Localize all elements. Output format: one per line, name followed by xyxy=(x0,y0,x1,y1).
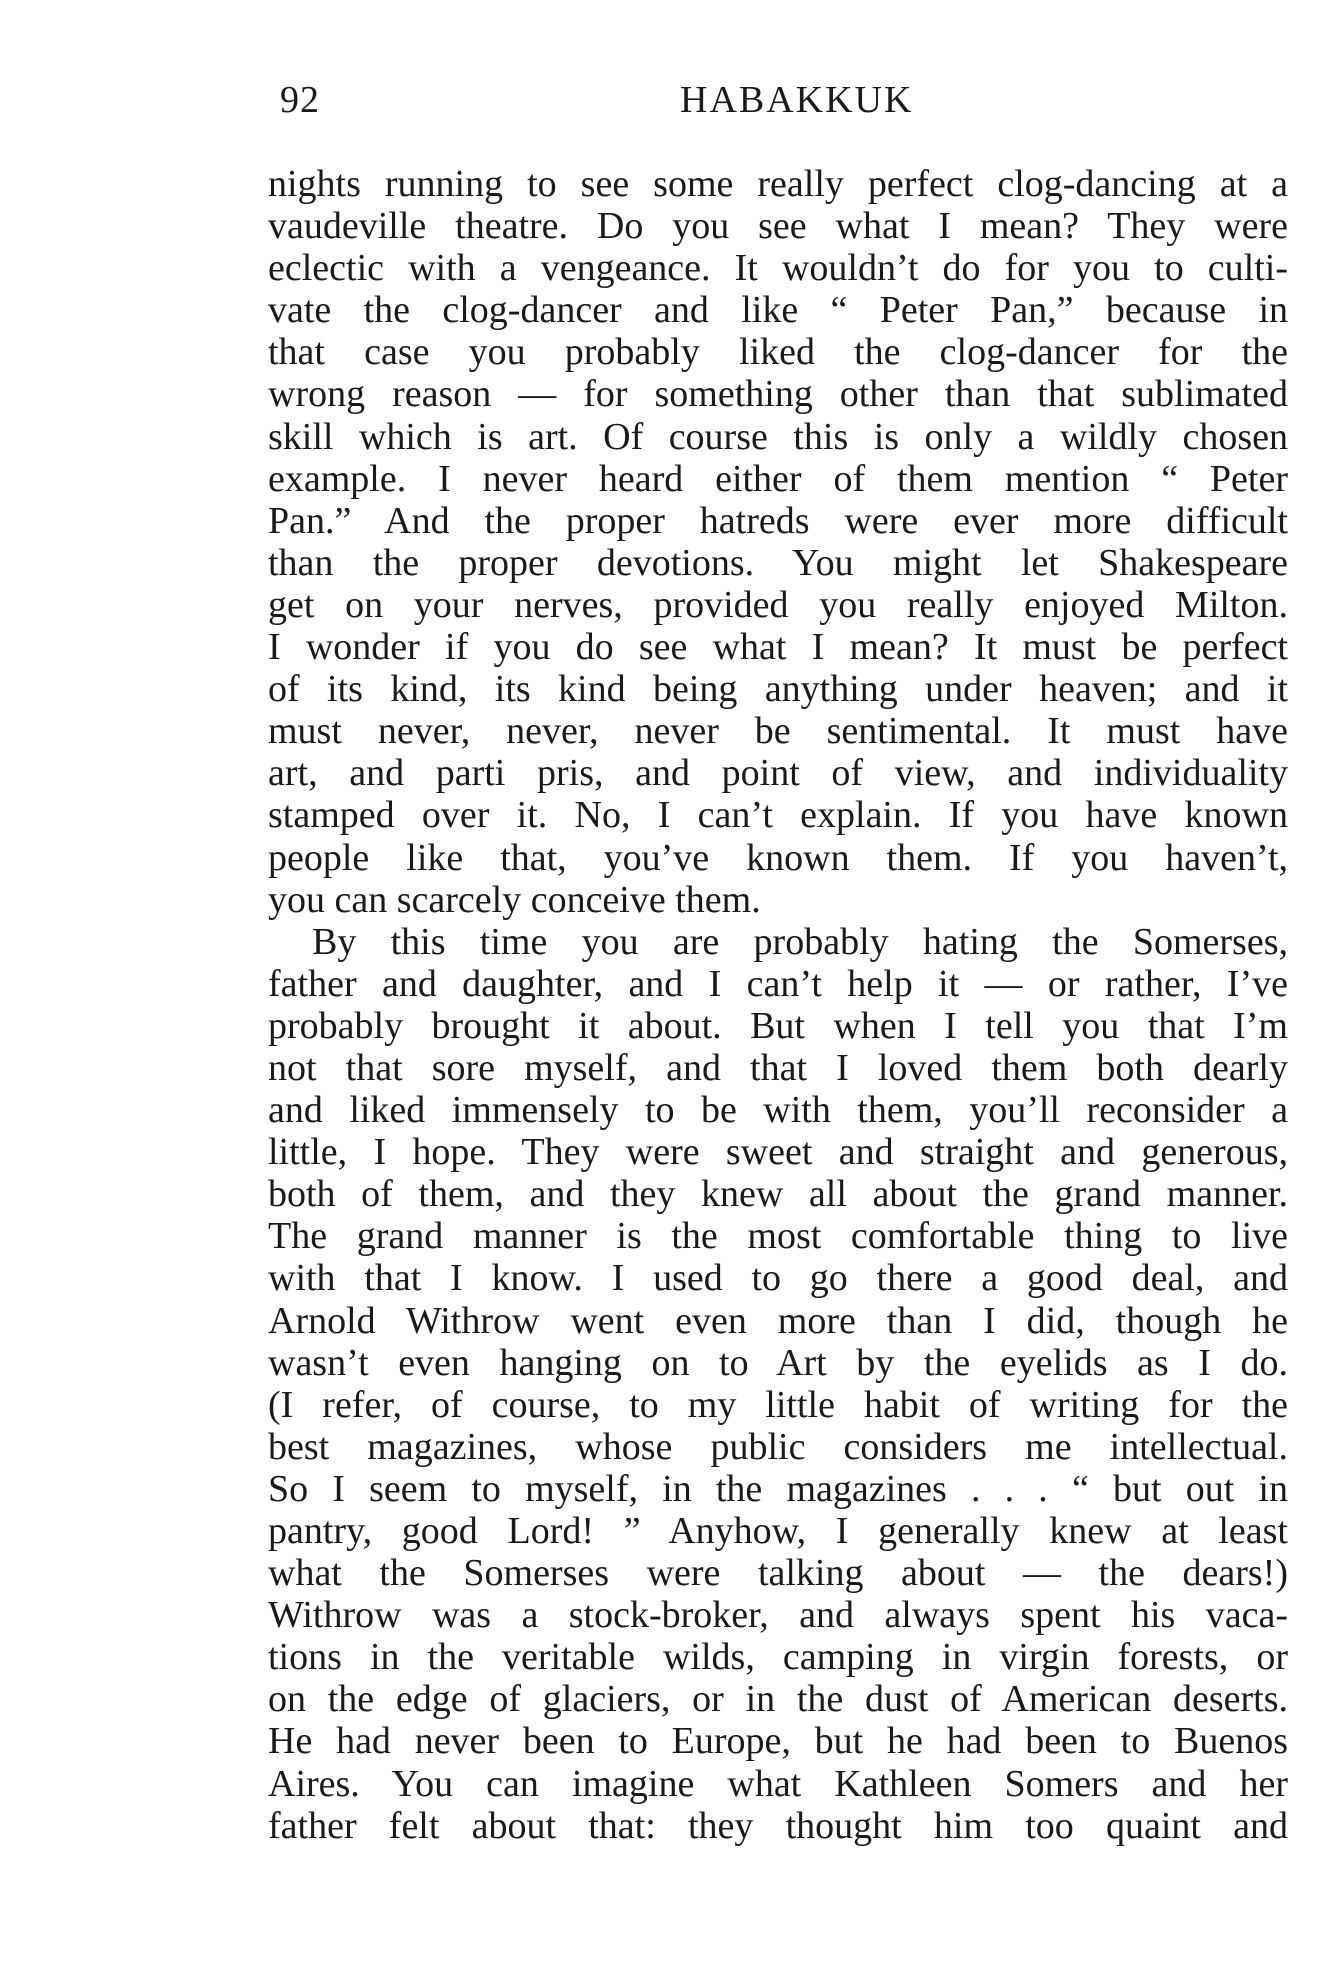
text-line: on the edge of glaciers, or in the dust of American deserts. xyxy=(268,1678,1288,1721)
page-header xyxy=(280,78,1280,121)
text-line: stamped over it. No, I can’t explain. If you have known xyxy=(268,794,1288,837)
text-line: not that sore myself, and that I loved them both dearly xyxy=(268,1046,1288,1089)
text-line: what the Somerses were talking about — the dears!) xyxy=(268,1552,1288,1595)
text-line: Aires. You can imagine what Kathleen Somers and her xyxy=(268,1762,1288,1805)
text-line: must never, never, never be sentimental. It must have xyxy=(268,710,1288,753)
body-text xyxy=(268,163,1288,1847)
text-line: tions in the veritable wilds, camping in virgin forests, or xyxy=(268,1636,1288,1679)
text-line: both of them, and they knew all about the grand manner. xyxy=(268,1173,1288,1216)
text-line: Pan.” And the proper hatreds were ever more difficult xyxy=(268,499,1288,542)
text-line: nights running to see some really perfect clog-dancing at a xyxy=(268,163,1288,205)
text-line: wrong reason — for something other than that sublimated xyxy=(268,373,1288,416)
text-line: Withrow was a stock-broker, and always spent his vaca- xyxy=(268,1594,1288,1637)
text-line: example. I never heard either of them mention “ Peter xyxy=(268,457,1288,500)
text-line: that case you probably liked the clog-dancer for the xyxy=(268,331,1288,374)
text-line: father and daughter, and I can’t help it — or rather, I’ve xyxy=(268,962,1288,1005)
text-line: vate the clog-dancer and like “ Peter Pan,” because in xyxy=(268,289,1288,332)
page-number: 92 xyxy=(280,79,320,121)
text-line: I wonder if you do see what I mean? It must be perfect xyxy=(268,626,1288,669)
text-line: The grand manner is the most comfortable thing to live xyxy=(268,1215,1288,1258)
text-line: best magazines, whose public considers me intellectual. xyxy=(268,1425,1288,1468)
text-line: father felt about that: they thought him too quaint and xyxy=(268,1804,1288,1847)
text-line: vaudeville theatre. Do you see what I mean? They were xyxy=(268,205,1288,248)
text-line: than the proper devotions. You might let Shakespeare xyxy=(268,541,1288,584)
text-line: (I refer, of course, to my little habit of writing for the xyxy=(268,1383,1288,1426)
paragraph-end-line: you can scarcely conceive them. xyxy=(268,878,761,921)
text-line: pantry, good Lord! ” Anyhow, I generally knew at least xyxy=(268,1510,1288,1552)
text-line: So I seem to myself, in the magazines . . . “ but out in xyxy=(268,1467,1288,1510)
text-line: get on your nerves, provided you really enjoyed Milton. xyxy=(268,583,1288,626)
text-line: probably brought it about. But when I tell you that I’m xyxy=(268,1004,1288,1047)
paragraph-start-line: By this time you are probably hating the Somerses, xyxy=(312,920,1288,963)
text-line: Arnold Withrow went even more than I did, though he xyxy=(268,1299,1288,1342)
running-title: HABAKKUK xyxy=(680,79,914,121)
text-line: and liked immensely to be with them, you’ll reconsider a xyxy=(268,1089,1288,1132)
text-line: eclectic with a vengeance. It wouldn’t do for you to culti- xyxy=(268,247,1288,290)
text-line: people like that, you’ve known them. If you haven’t, xyxy=(268,836,1288,879)
text-line: skill which is art. Of course this is only a wildly chosen xyxy=(268,415,1288,458)
text-line: of its kind, its kind being anything under heaven; and it xyxy=(268,668,1288,711)
text-line: little, I hope. They were sweet and straight and generous, xyxy=(268,1131,1288,1174)
text-line: He had never been to Europe, but he had been to Buenos xyxy=(268,1720,1288,1763)
text-line: art, and parti pris, and point of view, and individuality xyxy=(268,752,1288,795)
text-line: wasn’t even hanging on to Art by the eyelids as I do. xyxy=(268,1341,1288,1384)
text-line: with that I know. I used to go there a good deal, and xyxy=(268,1257,1288,1300)
